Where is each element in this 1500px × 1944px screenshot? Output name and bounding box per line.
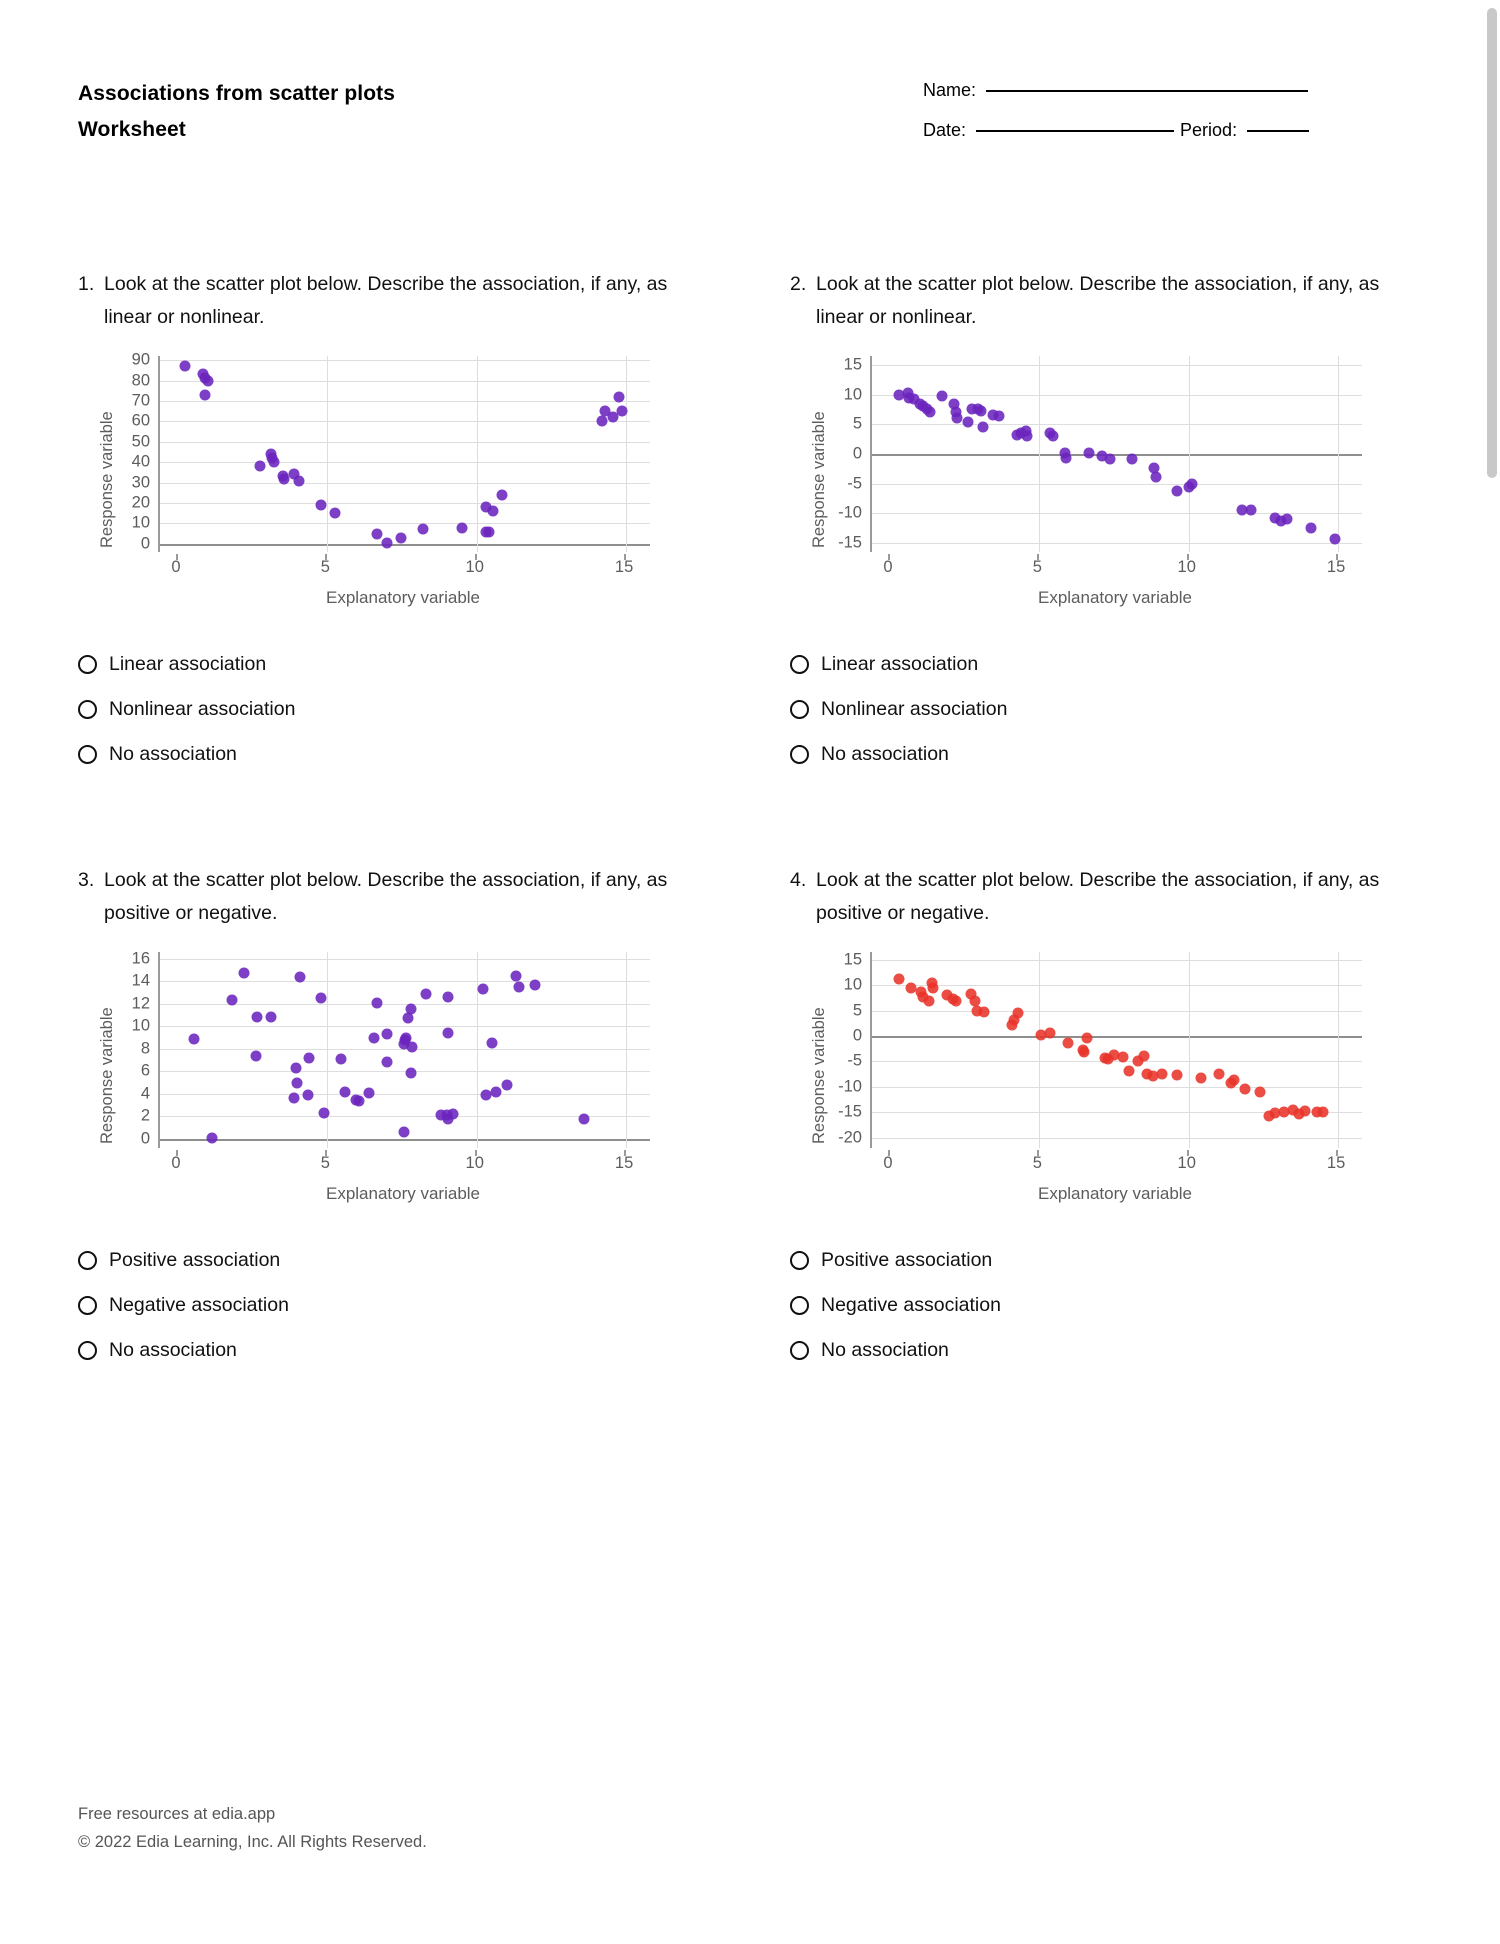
question-1-prompt: Look at the scatter plot below. Describe the association, if any, as linear or nonlinear. bbox=[104, 273, 668, 328]
data-point bbox=[1240, 1083, 1251, 1094]
x-tick-label: 10 bbox=[1177, 1154, 1196, 1172]
y-tick-label: -5 bbox=[847, 474, 862, 493]
data-point bbox=[295, 971, 306, 982]
data-point bbox=[923, 996, 934, 1007]
x-tick-label: 10 bbox=[465, 1154, 484, 1172]
data-point bbox=[382, 1057, 393, 1068]
question-3-prompt: Look at the scatter plot below. Describe the association, if any, as positive or negative. bbox=[104, 869, 668, 924]
data-point bbox=[1013, 1008, 1024, 1019]
question-2-number: 2. bbox=[790, 273, 807, 295]
data-point bbox=[613, 391, 624, 402]
radio-icon[interactable] bbox=[78, 745, 97, 764]
data-point bbox=[199, 389, 210, 400]
data-point bbox=[1300, 1106, 1311, 1117]
data-point bbox=[382, 537, 393, 548]
data-point bbox=[207, 1132, 218, 1143]
data-point bbox=[319, 1108, 330, 1119]
x-axis-title: Explanatory variable bbox=[1037, 588, 1193, 607]
data-point bbox=[443, 1028, 454, 1039]
data-point bbox=[1117, 1051, 1128, 1062]
data-point bbox=[1330, 533, 1341, 544]
radio-icon[interactable] bbox=[790, 1341, 809, 1360]
data-point bbox=[979, 1006, 990, 1017]
data-point bbox=[340, 1086, 351, 1097]
y-tick-label: 10 bbox=[131, 1016, 150, 1035]
gridline-horizontal bbox=[872, 1011, 1362, 1012]
gridline-horizontal bbox=[160, 462, 650, 463]
gridline-horizontal bbox=[160, 1094, 650, 1095]
scatter-plot-1 bbox=[78, 350, 678, 616]
option-label: No association bbox=[821, 1339, 949, 1361]
data-point bbox=[928, 983, 939, 994]
page-scrollbar[interactable] bbox=[1484, 0, 1500, 1944]
data-point bbox=[529, 979, 540, 990]
question-4-prompt: Look at the scatter plot below. Describe the association, if any, as positive or negative. bbox=[816, 869, 1380, 924]
data-point bbox=[353, 1095, 364, 1106]
radio-icon[interactable] bbox=[78, 655, 97, 674]
data-point bbox=[1079, 1047, 1090, 1058]
y-tick-label: 0 bbox=[140, 1129, 150, 1148]
name-row bbox=[923, 80, 1403, 120]
data-point bbox=[364, 1087, 375, 1098]
option-row[interactable] bbox=[78, 687, 718, 732]
x-tick-label: 0 bbox=[171, 558, 181, 576]
option-row[interactable] bbox=[78, 1238, 718, 1283]
option-label: No association bbox=[109, 743, 237, 765]
y-tick-label: 5 bbox=[852, 414, 862, 433]
zero-axis-line bbox=[160, 1139, 650, 1141]
data-point bbox=[1195, 1072, 1206, 1083]
y-tick-label: 15 bbox=[843, 950, 862, 969]
question-4 bbox=[790, 864, 1430, 1373]
worksheet-header bbox=[78, 76, 1403, 166]
gridline-horizontal bbox=[872, 1087, 1362, 1088]
data-point bbox=[329, 508, 340, 519]
x-tick-label: 5 bbox=[320, 558, 330, 576]
option-label: Linear association bbox=[109, 653, 267, 675]
data-point bbox=[456, 522, 467, 533]
data-point bbox=[477, 984, 488, 995]
gridline-horizontal bbox=[160, 959, 650, 960]
plot-area bbox=[158, 952, 650, 1148]
gridline-vertical bbox=[327, 952, 328, 1148]
y-tick-label: 0 bbox=[140, 534, 150, 553]
gridline-vertical bbox=[1189, 952, 1190, 1148]
data-point bbox=[180, 361, 191, 372]
zero-axis-line bbox=[872, 1036, 1362, 1038]
student-meta-block bbox=[923, 80, 1403, 160]
radio-icon[interactable] bbox=[790, 745, 809, 764]
gridline-vertical bbox=[1338, 356, 1339, 552]
data-point bbox=[405, 1067, 416, 1078]
radio-icon[interactable] bbox=[790, 1296, 809, 1315]
data-point bbox=[371, 997, 382, 1008]
y-tick-label: 10 bbox=[131, 513, 150, 532]
data-point bbox=[993, 410, 1004, 421]
gridline-horizontal bbox=[160, 401, 650, 402]
scatter-plot-3 bbox=[78, 949, 678, 1212]
radio-icon[interactable] bbox=[78, 700, 97, 719]
data-point bbox=[189, 1033, 200, 1044]
data-point bbox=[202, 375, 213, 386]
data-point bbox=[510, 970, 521, 981]
date-period-row bbox=[923, 120, 1403, 160]
gridline-vertical bbox=[1039, 952, 1040, 1148]
x-axis-ticks bbox=[870, 1150, 1360, 1178]
data-point bbox=[405, 1004, 416, 1015]
question-4-options bbox=[790, 1238, 1430, 1373]
data-point bbox=[1123, 1065, 1134, 1076]
gridline-vertical bbox=[626, 356, 627, 552]
data-point bbox=[1171, 1069, 1182, 1080]
data-point bbox=[497, 489, 508, 500]
y-tick-label: 20 bbox=[131, 493, 150, 512]
option-row[interactable] bbox=[790, 1283, 1430, 1328]
data-point bbox=[371, 528, 382, 539]
gridline-horizontal bbox=[160, 981, 650, 982]
y-tick-label: 90 bbox=[131, 350, 150, 369]
x-axis-title: Explanatory variable bbox=[1037, 1184, 1193, 1203]
plot-area bbox=[158, 356, 650, 552]
data-point bbox=[1022, 431, 1033, 442]
x-tick-label: 0 bbox=[883, 1154, 893, 1172]
data-point bbox=[420, 988, 431, 999]
gridline-horizontal bbox=[160, 421, 650, 422]
option-row[interactable] bbox=[78, 642, 718, 687]
question-3-number: 3. bbox=[78, 869, 95, 891]
y-tick-label: 60 bbox=[131, 411, 150, 430]
gridline-vertical bbox=[477, 952, 478, 1148]
gridline-horizontal bbox=[872, 484, 1362, 485]
x-axis-title: Explanatory variable bbox=[325, 588, 481, 607]
gridline-horizontal bbox=[160, 1026, 650, 1027]
data-point bbox=[1318, 1106, 1329, 1117]
y-tick-label: 0 bbox=[852, 444, 862, 463]
data-point bbox=[483, 526, 494, 537]
question-1-number: 1. bbox=[78, 273, 95, 295]
y-tick-label: 5 bbox=[852, 1001, 862, 1020]
data-point bbox=[316, 500, 327, 511]
gridline-horizontal bbox=[872, 365, 1362, 366]
data-point bbox=[597, 416, 608, 427]
data-point bbox=[1150, 471, 1161, 482]
data-point bbox=[289, 1093, 300, 1104]
period-label: Period: bbox=[1180, 120, 1238, 140]
option-label: Positive association bbox=[109, 1249, 281, 1271]
option-row[interactable] bbox=[78, 1283, 718, 1328]
scatter-plot-4 bbox=[790, 952, 1390, 1212]
question-3-options bbox=[78, 1238, 718, 1373]
x-tick-label: 0 bbox=[883, 558, 893, 576]
data-point bbox=[395, 532, 406, 543]
scatter-plot-2 bbox=[790, 356, 1390, 616]
data-point bbox=[962, 416, 973, 427]
data-point bbox=[304, 1052, 315, 1063]
radio-icon[interactable] bbox=[78, 1296, 97, 1315]
gridline-vertical bbox=[1338, 952, 1339, 1148]
y-tick-label: -20 bbox=[838, 1128, 862, 1147]
y-tick-label: 15 bbox=[843, 355, 862, 374]
data-point bbox=[1282, 514, 1293, 525]
y-tick-label: -10 bbox=[838, 503, 862, 522]
data-point bbox=[1044, 1027, 1055, 1038]
data-point bbox=[302, 1090, 313, 1101]
x-axis-title: Explanatory variable bbox=[325, 1184, 481, 1203]
y-tick-label: 40 bbox=[131, 452, 150, 471]
y-tick-label: 50 bbox=[131, 432, 150, 451]
option-label: Nonlinear association bbox=[821, 698, 1008, 720]
x-tick-label: 15 bbox=[1326, 1154, 1346, 1172]
question-1 bbox=[78, 268, 718, 777]
radio-icon[interactable] bbox=[78, 1341, 97, 1360]
option-row[interactable] bbox=[790, 687, 1430, 732]
data-point bbox=[292, 1077, 303, 1088]
data-point bbox=[443, 992, 454, 1003]
data-point bbox=[1213, 1069, 1224, 1080]
x-axis-ticks bbox=[158, 554, 648, 582]
gridline-horizontal bbox=[160, 381, 650, 382]
question-2-text bbox=[790, 268, 1430, 334]
data-point bbox=[937, 390, 948, 401]
x-tick-label: 5 bbox=[320, 1154, 330, 1172]
data-point bbox=[1138, 1050, 1149, 1061]
y-tick-label: -10 bbox=[838, 1077, 862, 1096]
y-tick-label: 10 bbox=[843, 975, 862, 994]
data-point bbox=[513, 981, 524, 992]
data-point bbox=[316, 993, 327, 1004]
gridline-horizontal bbox=[872, 543, 1362, 544]
data-point bbox=[293, 475, 304, 486]
y-tick-label: 2 bbox=[140, 1106, 150, 1125]
option-label: Negative association bbox=[109, 1294, 289, 1316]
name-write-line[interactable] bbox=[986, 90, 1308, 92]
page-footer bbox=[78, 1800, 427, 1856]
gridline-horizontal bbox=[160, 360, 650, 361]
data-point bbox=[238, 968, 249, 979]
data-point bbox=[335, 1054, 346, 1065]
data-point bbox=[1062, 1037, 1073, 1048]
data-point bbox=[1104, 453, 1115, 464]
data-point bbox=[1228, 1074, 1239, 1085]
data-point bbox=[1246, 504, 1257, 515]
radio-icon[interactable] bbox=[790, 655, 809, 674]
data-point bbox=[925, 407, 936, 418]
data-point bbox=[1082, 1033, 1093, 1044]
question-1-options bbox=[78, 642, 718, 777]
x-tick-label: 5 bbox=[1032, 1154, 1042, 1172]
y-tick-label: 12 bbox=[131, 994, 150, 1013]
data-point bbox=[368, 1032, 379, 1043]
option-label: Negative association bbox=[821, 1294, 1001, 1316]
option-label: Positive association bbox=[821, 1249, 993, 1271]
gridline-vertical bbox=[327, 356, 328, 552]
data-point bbox=[501, 1079, 512, 1090]
y-tick-label: -5 bbox=[847, 1051, 862, 1070]
gridline-vertical bbox=[1039, 356, 1040, 552]
y-tick-label: 70 bbox=[131, 391, 150, 410]
plot-area bbox=[870, 356, 1362, 552]
gridline-horizontal bbox=[160, 442, 650, 443]
data-point bbox=[977, 422, 988, 433]
zero-axis-line bbox=[872, 454, 1362, 456]
zero-axis-line bbox=[160, 544, 650, 546]
data-point bbox=[1061, 452, 1072, 463]
x-tick-label: 10 bbox=[465, 558, 484, 576]
worksheet-title-line-2: Worksheet bbox=[78, 118, 186, 141]
gridline-vertical bbox=[477, 356, 478, 552]
data-point bbox=[398, 1127, 409, 1138]
data-point bbox=[278, 473, 289, 484]
data-point bbox=[579, 1113, 590, 1124]
radio-icon[interactable] bbox=[790, 700, 809, 719]
gridline-horizontal bbox=[872, 424, 1362, 425]
option-row[interactable] bbox=[78, 1328, 718, 1373]
data-point bbox=[976, 405, 987, 416]
radio-icon[interactable] bbox=[790, 1251, 809, 1270]
footer-line-2: © 2022 Edia Learning, Inc. All Rights Reserved. bbox=[78, 1833, 427, 1851]
data-point bbox=[226, 995, 237, 1006]
data-point bbox=[905, 983, 916, 994]
x-tick-label: 10 bbox=[1177, 558, 1196, 576]
y-axis-ticks bbox=[816, 356, 868, 552]
gridline-horizontal bbox=[872, 960, 1362, 961]
data-point bbox=[250, 1050, 261, 1061]
option-row[interactable] bbox=[790, 732, 1430, 777]
data-point bbox=[268, 457, 279, 468]
data-point bbox=[893, 973, 904, 984]
data-point bbox=[950, 996, 961, 1007]
gridline-vertical bbox=[626, 952, 627, 1148]
option-row[interactable] bbox=[790, 1238, 1430, 1283]
gridline-horizontal bbox=[160, 503, 650, 504]
question-4-number: 4. bbox=[790, 869, 807, 891]
gridline-horizontal bbox=[872, 1138, 1362, 1139]
data-point bbox=[1047, 431, 1058, 442]
x-tick-label: 0 bbox=[171, 1154, 181, 1172]
question-2-options bbox=[790, 642, 1430, 777]
option-label: No association bbox=[109, 1339, 237, 1361]
data-point bbox=[382, 1029, 393, 1040]
x-tick-label: 5 bbox=[1032, 558, 1042, 576]
data-point bbox=[1083, 448, 1094, 459]
y-tick-label: 30 bbox=[131, 473, 150, 492]
data-point bbox=[1306, 522, 1317, 533]
question-4-text bbox=[790, 864, 1430, 930]
data-point bbox=[952, 413, 963, 424]
data-point bbox=[265, 1012, 276, 1023]
gridline-horizontal bbox=[160, 1116, 650, 1117]
data-point bbox=[486, 1038, 497, 1049]
gridline-horizontal bbox=[872, 985, 1362, 986]
data-point bbox=[616, 406, 627, 417]
data-point bbox=[491, 1086, 502, 1097]
title-block bbox=[78, 76, 395, 148]
option-label: No association bbox=[821, 743, 949, 765]
y-tick-label: -15 bbox=[838, 1102, 862, 1121]
data-point bbox=[1156, 1068, 1167, 1079]
data-point bbox=[447, 1109, 458, 1120]
data-point bbox=[417, 523, 428, 534]
y-tick-label: 8 bbox=[140, 1039, 150, 1058]
data-point bbox=[1186, 478, 1197, 489]
data-point bbox=[480, 1090, 491, 1101]
worksheet-title-line-1: Associations from scatter plots bbox=[78, 82, 396, 105]
y-tick-label: 10 bbox=[843, 385, 862, 404]
gridline-vertical bbox=[1189, 356, 1190, 552]
x-axis-ticks bbox=[158, 1150, 648, 1178]
option-label: Linear association bbox=[821, 653, 979, 675]
x-axis-ticks bbox=[870, 554, 1360, 582]
question-2 bbox=[790, 268, 1430, 777]
data-point bbox=[290, 1063, 301, 1074]
y-tick-label: 14 bbox=[131, 971, 150, 990]
data-point bbox=[1171, 486, 1182, 497]
y-tick-label: 0 bbox=[852, 1026, 862, 1045]
scrollbar-thumb[interactable] bbox=[1487, 8, 1497, 478]
option-label: Nonlinear association bbox=[109, 698, 296, 720]
radio-icon[interactable] bbox=[78, 1251, 97, 1270]
y-axis-ticks bbox=[816, 952, 868, 1148]
x-tick-label: 15 bbox=[614, 558, 634, 576]
footer-line-1: Free resources at edia.app bbox=[78, 1805, 276, 1823]
plot-area bbox=[870, 952, 1362, 1148]
data-point bbox=[255, 461, 266, 472]
date-write-line[interactable] bbox=[976, 130, 1174, 132]
y-axis-ticks bbox=[104, 949, 156, 1148]
y-axis-title: Response variable bbox=[810, 1007, 828, 1144]
y-tick-label: -15 bbox=[838, 533, 862, 552]
y-tick-label: 4 bbox=[140, 1084, 150, 1103]
data-point bbox=[252, 1012, 263, 1023]
x-tick-label: 15 bbox=[1326, 558, 1346, 576]
period-write-line[interactable] bbox=[1247, 130, 1309, 132]
gridline-horizontal bbox=[160, 523, 650, 524]
data-point bbox=[488, 506, 499, 517]
x-tick-label: 15 bbox=[614, 1154, 634, 1172]
data-point bbox=[1126, 454, 1137, 465]
y-tick-label: 16 bbox=[131, 949, 150, 968]
option-row[interactable] bbox=[790, 642, 1430, 687]
option-row[interactable] bbox=[78, 732, 718, 777]
y-tick-label: 6 bbox=[140, 1061, 150, 1080]
data-point bbox=[407, 1041, 418, 1052]
question-3 bbox=[78, 864, 718, 1373]
option-row[interactable] bbox=[790, 1328, 1430, 1373]
y-tick-label: 80 bbox=[131, 371, 150, 389]
question-2-prompt: Look at the scatter plot below. Describe the association, if any, as linear or nonlinear. bbox=[816, 273, 1380, 328]
question-3-text bbox=[78, 864, 718, 930]
data-point bbox=[1255, 1087, 1266, 1098]
gridline-horizontal bbox=[872, 1061, 1362, 1062]
name-label: Name: bbox=[923, 80, 977, 100]
y-axis-title: Response variable bbox=[98, 1007, 116, 1144]
y-axis-ticks bbox=[104, 350, 156, 553]
y-axis-title: Response variable bbox=[810, 411, 828, 548]
gridline-horizontal bbox=[160, 483, 650, 484]
question-1-text bbox=[78, 268, 718, 334]
y-axis-title: Response variable bbox=[98, 411, 116, 548]
date-label: Date: bbox=[923, 120, 967, 140]
